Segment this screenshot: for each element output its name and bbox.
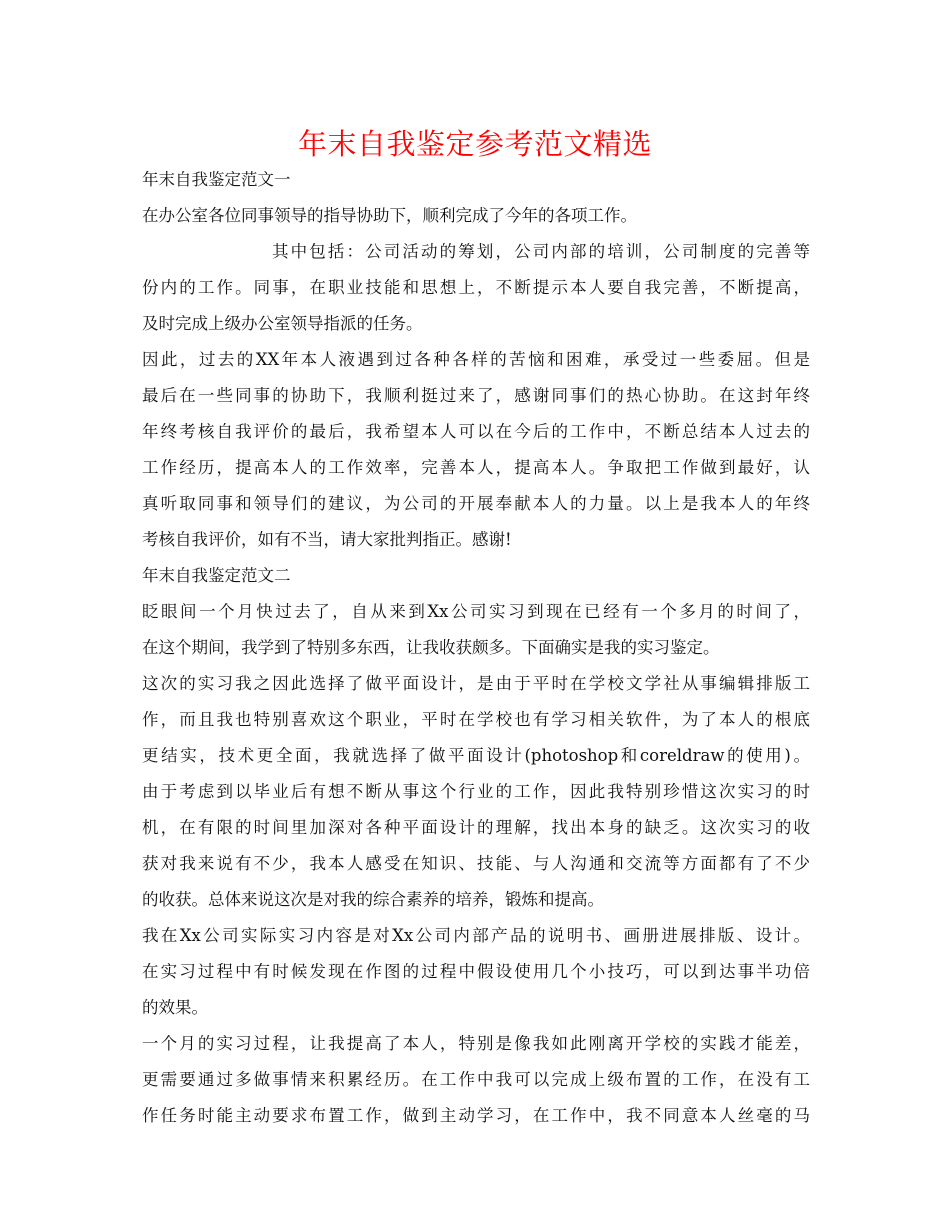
paragraph-line: 机，在有限的时间里加深对各种平面设计的理解，找出本身的缺乏。这次实习的收: [142, 818, 810, 837]
paragraph-line: 工作经历，提高本人的工作效率，完善本人，提高本人。争取把工作做到最好，认: [142, 458, 810, 477]
document-title: 年末自我鉴定参考范文精选: [297, 127, 652, 161]
paragraph-line: 更需要通过多做事情来积累经历。在工作中我可以完成上级布置的工作，在没有工: [142, 1070, 810, 1089]
section-heading-2: 年末自我鉴定范文二: [142, 566, 291, 585]
paragraph-line: 这次的实习我之因此选择了做平面设计，是由于平时在学校文学社从事编辑排版工: [142, 674, 810, 693]
paragraph-line: 作，而且我也特别喜欢这个职业，平时在学校也有学习相关软件，为了本人的根底: [142, 710, 810, 729]
paragraph-line: 其中包括：公司活动的筹划，公司内部的培训，公司制度的完善等: [272, 242, 810, 261]
paragraph-line: 获对我来说有不少，我本人感受在知识、技能、与人沟通和交流等方面都有了不少: [142, 854, 810, 873]
paragraph-line: 更结实，技术更全面，我就选择了做平面设计(photoshop和coreldraw的使用)。: [142, 746, 810, 765]
paragraph-line: 在办公室各位同事领导的指导协助下，顺利完成了今年的各项工作。: [142, 206, 637, 225]
paragraph-line: 年终考核自我评价的最后，我希望本人可以在今后的工作中，不断总结本人过去的: [142, 422, 810, 441]
paragraph-line: 份内的工作。同事，在职业技能和思想上，不断提示本人要自我完善，不断提高，: [142, 278, 810, 297]
document-body: [142, 162, 810, 1134]
paragraph-line: 考核自我评价，如有不当，请大家批判指正。感谢!: [142, 530, 512, 549]
paragraph-line: 我在Xx公司实际实习内容是对Xx公司内部产品的说明书、画册进展排版、设计。: [142, 926, 810, 945]
section-heading-1: 年末自我鉴定范文一: [142, 170, 291, 189]
paragraph-line: 最后在一些同事的协助下，我顺利挺过来了，感谢同事们的热心协助。在这封年终: [142, 386, 810, 405]
paragraph-line: 因此，过去的XX年本人液遇到过各种各样的苦恼和困难，承受过一些委屈。但是: [142, 350, 810, 369]
paragraph-line: 一个月的实习过程，让我提高了本人，特别是像我如此刚离开学校的实践才能差，: [142, 1034, 810, 1053]
paragraph-line: 作任务时能主动要求布置工作，做到主动学习，在工作中，我不同意本人丝毫的马: [142, 1106, 810, 1125]
paragraph-line: 及时完成上级办公室领导指派的任务。: [142, 314, 423, 333]
paragraph-line: 眨眼间一个月快过去了，自从来到Xx公司实习到现在已经有一个多月的时间了，: [142, 602, 810, 621]
paragraph-line: 由于考虑到以毕业后有想不断从事这个行业的工作，因此我特别珍惜这次实习的时: [142, 782, 810, 801]
paragraph-line: 在实习过程中有时候发现在作图的过程中假设使用几个小技巧，可以到达事半功倍: [142, 962, 810, 981]
paragraph-line: 在这个期间，我学到了特别多东西，让我收获颇多。下面确实是我的实习鉴定。: [142, 638, 720, 657]
paragraph-line: 的效果。: [142, 998, 208, 1017]
paragraph-line: 的收获。总体来说这次是对我的综合素养的培养，锻炼和提高。: [142, 890, 604, 909]
paragraph-line: 真听取同事和领导们的建议，为公司的开展奉献本人的力量。以上是我本人的年终: [142, 494, 810, 513]
